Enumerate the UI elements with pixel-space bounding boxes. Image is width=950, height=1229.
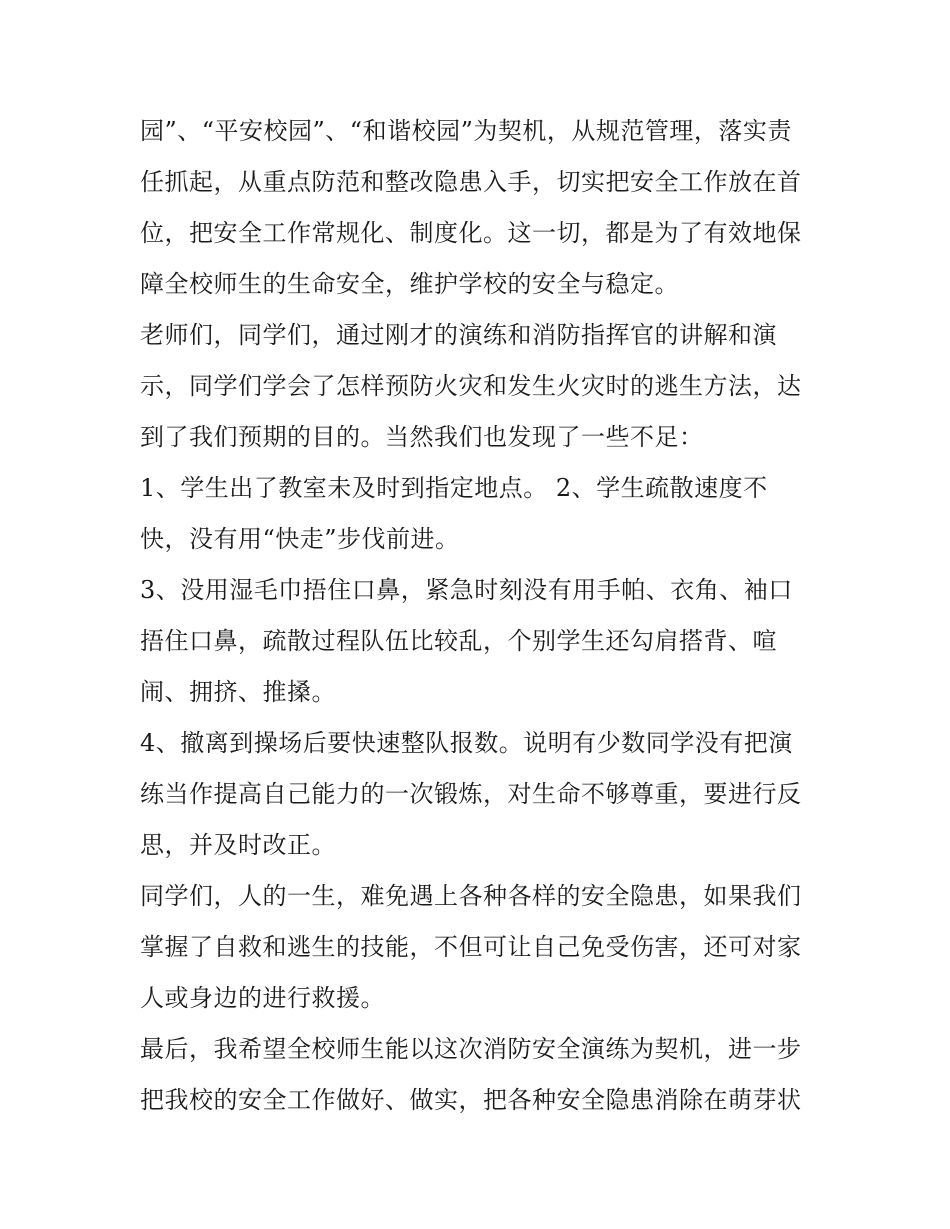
text-line: 思，并及时改正。 bbox=[140, 831, 336, 859]
text-line: 老师们，同学们，通过刚才的演练和消防指挥官的讲解和演 bbox=[140, 321, 777, 349]
text-line: 4、撤离到操场后要快速整队报数。说明有少数同学没有把演 bbox=[140, 729, 793, 757]
document-body bbox=[140, 106, 820, 1126]
text-line: 1、学生出了教室未及时到指定地点。 2、学生疏散速度不 bbox=[140, 474, 768, 502]
text-line: 位，把安全工作常规化、制度化。这一切，都是为了有效地保 bbox=[140, 219, 802, 247]
text-line: 3、没用湿毛巾捂住口鼻，紧急时刻没有用手帕、衣角、袖口 bbox=[140, 576, 793, 604]
text-line: 闹、拥挤、推搡。 bbox=[140, 678, 336, 706]
text-line: 练当作提高自己能力的一次锻炼，对生命不够尊重，要进行反 bbox=[140, 780, 802, 808]
text-line: 掌握了自救和逃生的技能，不但可让自己免受伤害，还可对家 bbox=[140, 933, 802, 961]
text-line: 到了我们预期的目的。当然我们也发现了一些不足： bbox=[140, 423, 704, 451]
text-line: 快，没有用“快走”步伐前进。 bbox=[140, 525, 460, 553]
text-line: 任抓起，从重点防范和整改隐患入手，切实把安全工作放在首 bbox=[140, 168, 802, 196]
text-line: 示，同学们学会了怎样预防火灾和发生火灾时的逃生方法，达 bbox=[140, 372, 802, 400]
text-line: 园”、“平安校园”、“和谐校园”为契机，从规范管理，落实责 bbox=[140, 117, 792, 145]
text-line: 人或身边的进行救援。 bbox=[140, 984, 385, 1012]
text-line: 障全校师生的生命安全，维护学校的安全与稳定。 bbox=[140, 270, 679, 298]
text-line: 同学们，人的一生，难免遇上各种各样的安全隐患，如果我们 bbox=[140, 882, 802, 910]
text-line: 最后，我希望全校师生能以这次消防安全演练为契机，进一步 bbox=[140, 1035, 802, 1063]
text-line: 把我校的安全工作做好、做实，把各种安全隐患消除在萌芽状 bbox=[140, 1086, 802, 1114]
text-line: 捂住口鼻，疏散过程队伍比较乱，个别学生还勾肩搭背、喧 bbox=[140, 627, 777, 655]
